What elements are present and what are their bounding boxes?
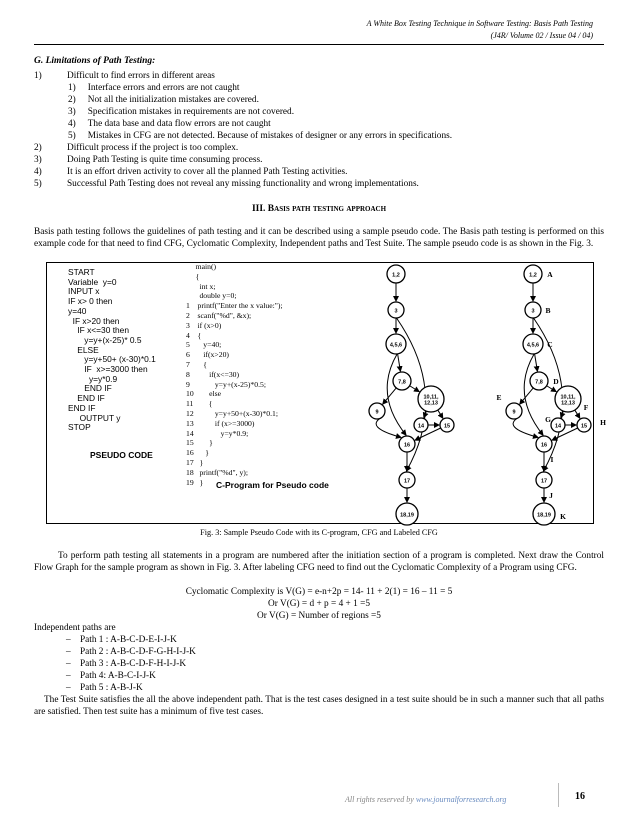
pseudo-code-block: START Variable y=0 INPUT x IF x> 0 then y=40 IF x>20 then IF x<=30 then y=y+(x-25)* 0.5 ELSE y=y+50+ (x-30)*0.1 IF x>=3000 then y=y*0.9 END IF END IF END IF OUTPUT y STOP bbox=[68, 267, 156, 433]
cfg-edge bbox=[520, 388, 533, 404]
cfg-node-number: 3 bbox=[394, 308, 398, 315]
limitation-subitem-4: 4) The data base and data flow errors are not caught bbox=[68, 119, 271, 129]
cfg-node-number: 15 bbox=[580, 423, 588, 430]
cfg-node-number: 18,19 bbox=[537, 512, 551, 519]
cyclomatic-formula-3: Or V(G) = Number of regions =5 bbox=[257, 611, 381, 621]
cfg-node-number: 10,11, bbox=[560, 394, 576, 401]
limitation-subitem-5: 5) Mistakes in CFG are not detected. Because of mistakes of designer or any errors in specifications. bbox=[68, 131, 453, 141]
running-header-issue: (J4R/ Volume 02 / Issue 04 / 04) bbox=[490, 31, 593, 40]
cfg-node-number: 12,13 bbox=[561, 400, 575, 407]
pseudo-code-label: PSEUDO CODE bbox=[90, 450, 153, 460]
cfg-edge bbox=[383, 388, 396, 404]
cfg-node-number: 1,2 bbox=[392, 272, 400, 279]
section-iii-paragraph: Basis path testing follows the guidelines of path testing and it can be described using a sample pseudo code. The Basis path testing is performed on this example code for that need to find CFG, Cyclomatic Complexity, Independent paths and Test Suite. The sample pseudo code is as shown in the Fig. 3. bbox=[34, 227, 604, 249]
cfg-node-label: G bbox=[545, 415, 551, 424]
paragraph-path-testing: To perform path testing all statements in a program are numbered after the initiation section of a program is completed. Next draw the Control Flow Graph for the sample program as shown in Fig. 3. After labeling CFG need to find out the Cyclomatic Complexity of a Program using CFG. bbox=[34, 551, 604, 573]
cfg-node-number: 18,19 bbox=[400, 512, 414, 519]
cfg-node-number: 12,13 bbox=[424, 400, 438, 407]
cfg-node-label: J bbox=[549, 491, 553, 500]
cyclomatic-formula-1: Cyclomatic Complexity is V(G) = e-n+2p = 14- 11 + 2(1) = 16 – 11 = 5 bbox=[185, 587, 453, 597]
limitation-item-1: 1) Difficult to find errors in different areas bbox=[34, 71, 215, 81]
cfg-node-number: 15 bbox=[443, 423, 451, 430]
path-item-4: – Path 4: A-B-C-I-J-K bbox=[66, 671, 156, 681]
cfg-edge bbox=[575, 410, 580, 418]
running-header-title: A White Box Testing Technique in Software Testing: Basis Path Testing bbox=[366, 19, 593, 28]
cfg-node-number: 1,2 bbox=[529, 272, 537, 279]
cfg-node-number: 17 bbox=[403, 478, 411, 485]
footer-rights: All rights reserved by www.journalforresearch.org bbox=[345, 795, 507, 804]
c-program-label: C-Program for Pseudo code bbox=[216, 480, 329, 490]
cfg-node-number: 9 bbox=[512, 409, 516, 416]
limitation-subitem-2: 2) Not all the initialization mistakes are covered. bbox=[68, 95, 259, 105]
section-iii-title: III. Basis path testing approach bbox=[251, 204, 387, 214]
cfg-node-number: 16 bbox=[540, 442, 548, 449]
cfg-node-label: F bbox=[583, 403, 589, 412]
cfg-node-number: 3 bbox=[531, 308, 535, 315]
cfg-node-label: B bbox=[545, 306, 551, 315]
cfg-node-number: 14 bbox=[417, 423, 425, 430]
cfg-graph bbox=[369, 265, 454, 525]
cfg-node-number: 9 bbox=[375, 409, 379, 416]
limitation-item-4: 4) It is an effort driven activity to cover all the planned Path Testing activities. bbox=[34, 167, 348, 177]
limitation-item-2: 2) Difficult process if the project is too complex. bbox=[34, 143, 239, 153]
cfg-node-number: 10,11, bbox=[423, 394, 439, 401]
figure-3-caption: Fig. 3: Sample Pseudo Code with its C-program, CFG and Labeled CFG bbox=[200, 528, 438, 537]
labeled-cfg-graph bbox=[496, 265, 606, 525]
cfg-node-number: 16 bbox=[403, 442, 411, 449]
limitation-item-3: 3) Doing Path Testing is quite time consuming process. bbox=[34, 155, 263, 165]
cfg-node-label: E bbox=[496, 393, 502, 402]
cfg-node-label: H bbox=[600, 418, 606, 427]
cfg-node-number: 7,8 bbox=[535, 379, 543, 386]
cfg-edge bbox=[387, 354, 406, 435]
path-item-1: – Path 1 : A-B-C-D-E-I-J-K bbox=[66, 635, 177, 645]
cfg-node-label: A bbox=[547, 270, 553, 279]
cfg-edge bbox=[513, 417, 538, 437]
cfg-edge bbox=[535, 354, 538, 371]
cfg-node-number: 4,5,6 bbox=[526, 342, 540, 349]
cfg-edge bbox=[438, 410, 443, 418]
cfg-node-label: I bbox=[550, 455, 554, 464]
cfg-edge bbox=[410, 386, 419, 392]
path-item-2: – Path 2 : A-B-C-D-F-G-H-I-J-K bbox=[66, 647, 196, 657]
cfg-edge bbox=[398, 354, 401, 371]
limitation-subitem-3: 3) Specification mistakes in requirements are not covered. bbox=[68, 107, 295, 117]
cfg-node-label: K bbox=[560, 512, 566, 521]
section-g-title: G. Limitations of Path Testing: bbox=[34, 56, 156, 66]
path-item-5: – Path 5 : A-B-J-K bbox=[66, 683, 143, 693]
limitation-item-5: 5) Successful Path Testing does not reveal any missing functionality and wrong implementations. bbox=[34, 179, 419, 189]
cfg-node-number: 17 bbox=[540, 478, 548, 485]
footer-site-link[interactable]: www.journalforresearch.org bbox=[415, 795, 507, 804]
cyclomatic-formula-2: Or V(G) = d + p = 4 + 1 =5 bbox=[268, 599, 370, 609]
page-number: 16 bbox=[575, 791, 585, 802]
cfg-edge bbox=[376, 417, 401, 437]
cfg-node-number: 14 bbox=[554, 423, 562, 430]
cfg-edge bbox=[524, 354, 543, 435]
cfg-node-number: 7,8 bbox=[398, 379, 406, 386]
c-program-block: main() { int x; double y=0; 1 printf("Enter the x value:"); 2 scanf("%d", &x); 3 if (x>0) 4 { 5 y=40; 6 if(x>20) 7 { 8 if(x<=30) 9 y=y+(x-25)*0.5; 10 else 11 { 12 y=y+50+(x-30)*0.1; 13 if (x>=3000) 14 y=y*0.9; 15 } 16 } 17 } 18 printf("%d", y); 19 } bbox=[186, 262, 283, 487]
path-item-3: – Path 3 : A-B-C-D-F-H-I-J-K bbox=[66, 659, 187, 669]
cfg-node-label: D bbox=[553, 377, 559, 386]
independent-paths-title: Independent paths are bbox=[34, 623, 116, 633]
cfg-node-label: C bbox=[547, 340, 553, 349]
cfg-node-number: 4,5,6 bbox=[389, 342, 403, 349]
limitation-subitem-1: 1) Interface errors and errors are not caught bbox=[68, 83, 240, 93]
paragraph-test-suite: The Test Suite satisfies the all the above independent path. That is the test cases designed in a test suite should be in such a manner such that all paths are satisfied. Then test suite has a minimum of five test cases. bbox=[34, 695, 604, 717]
cfg-edge bbox=[547, 386, 556, 392]
